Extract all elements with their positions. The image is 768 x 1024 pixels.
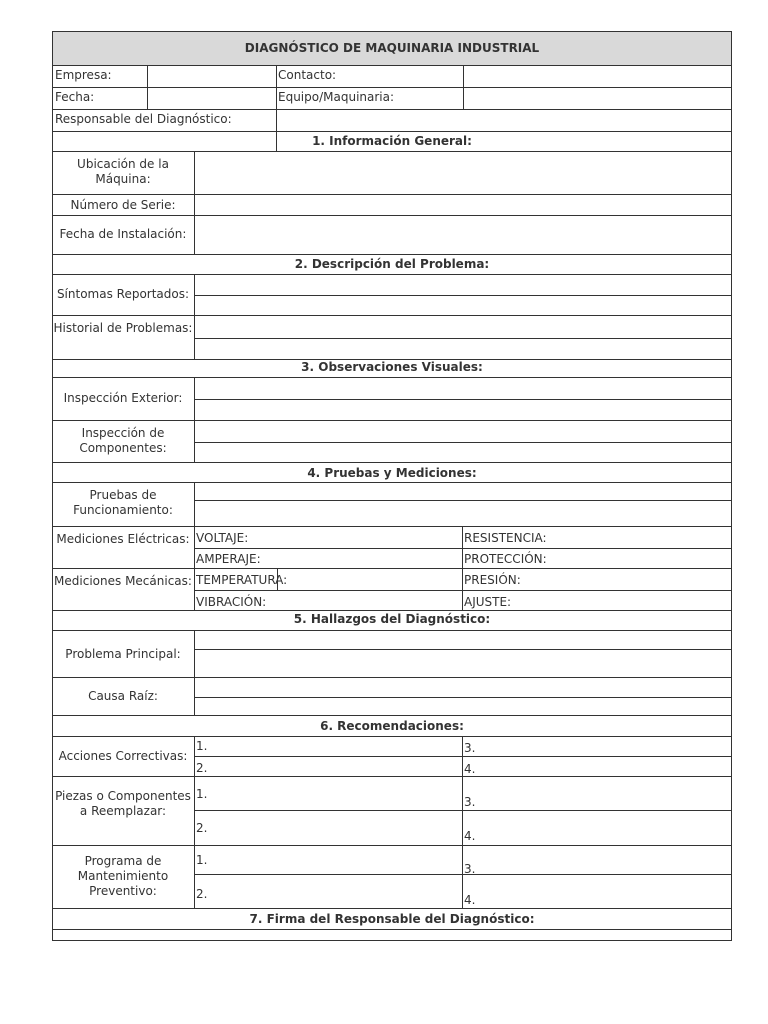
piezas-item-1[interactable]: 1. — [196, 787, 208, 801]
empresa-field[interactable] — [148, 66, 276, 87]
equipo-label: Equipo/Maquinaria: — [278, 90, 395, 104]
row-divider — [53, 131, 731, 132]
form-title: DIAGNÓSTICO DE MAQUINARIA INDUSTRIAL — [53, 32, 731, 66]
fecha-label: Fecha: — [55, 90, 95, 104]
section-6-title: 6. Recomendaciones: — [320, 719, 464, 733]
section-7-title: 7. Firma del Responsable del Diagnóstico: — [249, 912, 535, 926]
row-divider — [53, 845, 731, 846]
row-divider — [53, 736, 731, 737]
sintomas-field[interactable] — [195, 275, 731, 315]
piezas-item-3[interactable]: 3. — [464, 795, 476, 809]
section-2-title: 2. Descripción del Problema: — [294, 257, 490, 271]
instalacion-label: Fecha de Instalación: — [59, 227, 187, 241]
equipo-field[interactable] — [464, 88, 731, 109]
section-3-title: 3. Observaciones Visuales: — [301, 360, 483, 374]
contacto-field[interactable] — [464, 66, 731, 87]
sintomas-label: Síntomas Reportados: — [56, 287, 190, 301]
acciones-item-2[interactable]: 2. — [196, 761, 208, 775]
voltaje-label[interactable]: VOLTAJE: — [196, 531, 249, 545]
electricas-label: Mediciones Eléctricas: — [56, 532, 190, 546]
presion-label[interactable]: PRESIÓN: — [464, 573, 521, 587]
funcionamiento-label: Pruebas de Funcionamiento: — [73, 488, 173, 517]
programa-item-1[interactable]: 1. — [196, 853, 208, 867]
problema-field[interactable] — [195, 631, 731, 677]
fecha-field[interactable] — [148, 88, 276, 109]
row-divider — [53, 462, 731, 463]
instalacion-field[interactable] — [195, 216, 731, 254]
funcionamiento-field[interactable] — [195, 483, 731, 526]
col-divider — [462, 526, 463, 610]
componentes-field[interactable] — [195, 421, 731, 462]
programa-label: Programa de Mantenimiento Preventivo: — [77, 854, 169, 898]
diagnostic-form — [52, 31, 732, 941]
amperaje-label[interactable]: AMPERAJE: — [196, 552, 261, 566]
ubicacion-field[interactable] — [195, 152, 731, 194]
row-divider — [53, 568, 731, 569]
row-divider — [53, 610, 731, 611]
serie-field[interactable] — [195, 195, 731, 215]
vibracion-label[interactable]: VIBRACIÓN: — [196, 595, 267, 609]
responsable-label: Responsable del Diagnóstico: — [55, 112, 232, 126]
proteccion-label[interactable]: PROTECCIÓN: — [464, 552, 547, 566]
temperatura-label[interactable]: TEMPERATURA: — [196, 573, 288, 587]
row-divider — [53, 776, 731, 777]
row-divider — [53, 254, 731, 255]
piezas-item-4[interactable]: 4. — [464, 829, 476, 843]
piezas-label: Piezas o Componentes a Reemplazar: — [55, 789, 191, 818]
exterior-field[interactable] — [195, 378, 731, 420]
causa-field[interactable] — [195, 678, 731, 715]
section-5-title: 5. Hallazgos del Diagnóstico: — [293, 612, 491, 626]
acciones-item-1[interactable]: 1. — [196, 739, 208, 753]
signature-field[interactable] — [53, 930, 731, 940]
acciones-item-3[interactable]: 3. — [464, 741, 476, 755]
serie-label: Número de Serie: — [70, 198, 176, 212]
row-divider — [194, 810, 731, 811]
col-divider — [194, 736, 195, 908]
historial-label: Historial de Problemas: — [53, 321, 193, 335]
historial-field[interactable] — [195, 316, 731, 359]
programa-item-4[interactable]: 4. — [464, 893, 476, 907]
empresa-label: Empresa: — [55, 68, 112, 82]
mecanicas-label: Mediciones Mecánicas: — [54, 574, 192, 588]
responsable-field[interactable] — [277, 110, 731, 131]
acciones-item-4[interactable]: 4. — [464, 762, 476, 776]
acciones-label: Acciones Correctivas: — [58, 749, 188, 763]
problema-label: Problema Principal: — [65, 647, 181, 661]
resistencia-label[interactable]: RESISTENCIA: — [464, 531, 547, 545]
section-4-title: 4. Pruebas y Mediciones: — [307, 466, 477, 480]
programa-item-3[interactable]: 3. — [464, 862, 476, 876]
componentes-label: Inspección de Componentes: — [79, 426, 167, 455]
row-divider — [53, 715, 731, 716]
row-divider — [53, 908, 731, 909]
exterior-label: Inspección Exterior: — [63, 391, 183, 405]
row-divider — [53, 526, 731, 527]
contacto-label: Contacto: — [278, 68, 337, 82]
causa-label: Causa Raíz: — [88, 689, 158, 703]
col-divider — [462, 736, 463, 908]
piezas-item-2[interactable]: 2. — [196, 821, 208, 835]
programa-item-2[interactable]: 2. — [196, 887, 208, 901]
section-1-title: 1. Información General: — [312, 134, 472, 148]
ajuste-label[interactable]: AJUSTE: — [464, 595, 512, 609]
ubicacion-label: Ubicación de la Máquina: — [77, 157, 169, 186]
row-divider — [194, 874, 731, 875]
row-divider — [194, 756, 731, 757]
